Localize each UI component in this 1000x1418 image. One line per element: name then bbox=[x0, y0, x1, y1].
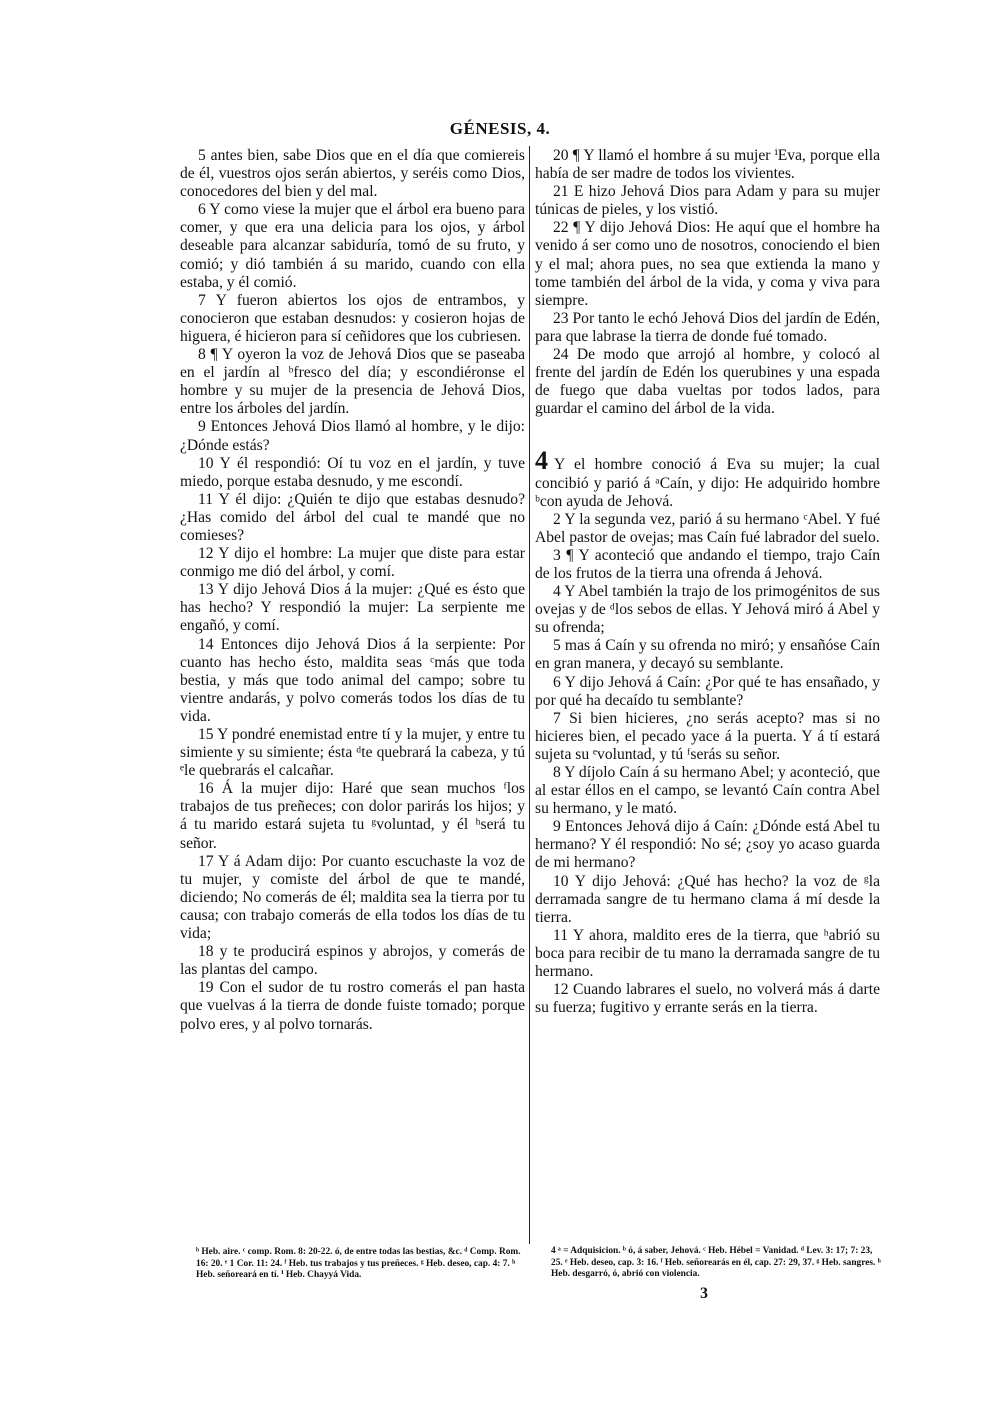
verse: 2 Y la segunda vez, parió á su hermano ᶜAbel. Y fué Abel pastor de ovejas; mas Caín fué labrador del suelo. bbox=[535, 510, 880, 546]
page-number: 3 bbox=[700, 1285, 708, 1302]
right-column bbox=[535, 147, 880, 1017]
verse: 12 Cuando labrares el suelo, no volverá más á darte su fuerza; fugitivo y errante serás en la tierra. bbox=[535, 981, 880, 1017]
verse: 3 ¶ Y aconteció que andando el tiempo, trajo Caín de los frutos de la tierra una ofrenda á Jehová. bbox=[535, 546, 880, 582]
verse: 15 Y pondré enemistad entre tí y la mujer, y entre tu simiente y su simiente; ésta ᵈte quebrará la cabeza, y tú ᵉle quebrarás el calcañar. bbox=[180, 726, 525, 780]
verse: 16 Á la mujer dijo: Haré que sean muchos ᶠlos trabajos de tus preñeces; con dolor parirás los hijos; y á tu marido estará sujeta tu ᵍvoluntad, y él ʰserá tu señor. bbox=[180, 780, 525, 852]
verse: 17 Y á Adam dijo: Por cuanto escuchaste la voz de tu mujer, y comiste del árbol de que te mandé, diciendo; No comerás de él; maldita sea la tierra por tu causa; con trabajo comerás de ella todos los días de tu vida; bbox=[180, 852, 525, 943]
verse: 8 ¶ Y oyeron la voz de Jehová Dios que se paseaba en el jardín al ᵇfresco del día; y escondiéronse el hombre y su mujer de la presencia de Jehová Dios, entre los árboles del jardín. bbox=[180, 346, 525, 418]
verse: 9 Entonces Jehová Dios llamó al hombre, y le dijo: ¿Dónde estás? bbox=[180, 418, 525, 454]
verse: 4 Y Abel también la trajo de los primogénitos de sus ovejas y de ᵈlos sebos de ellas. Y Jehová miró á Abel y su ofrenda; bbox=[535, 583, 880, 637]
verse: 19 Con el sudor de tu rostro comerás el pan hasta que vuelvas á la tierra de donde fuiste tomado; porque polvo eres, y al polvo tornarás. bbox=[180, 979, 525, 1033]
footnotes-right: 4 ᵃ = Adquisicion. ᵇ ó, á saber, Jehová. ᶜ Heb. Hébel = Vanidad. ᵈ Lev. 3: 17; 7: 23, 25. ᵉ Heb. deseo, cap. 3: 16. ᶠ Heb. señorearás en él, cap. 27: 29, 37. ᵍ Heb. sangres. ʰ Heb. desgarró, ó, abrió con violencia. bbox=[551, 1246, 881, 1279]
verse: 14 Entonces dijo Jehová Dios á la serpiente: Por cuanto has hecho ésto, maldita seas ᶜmás que toda bestia, y más que todo animal del campo; sobre tu vientre andarás, y polvo comerás todos los días de tu vida. bbox=[180, 635, 525, 725]
chapter-opening bbox=[535, 446, 880, 510]
verse: 9 Entonces Jehová dijo á Caín: ¿Dónde está Abel tu hermano? Y él respondió: No sé; ¿soy yo acaso guarda de mi hermano? bbox=[535, 818, 880, 872]
verse: 6 Y dijo Jehová á Caín: ¿Por qué te has ensañado, y por qué ha decaído tu semblante? bbox=[535, 673, 880, 709]
verse: 5 mas á Caín y su ofrenda no miró; y ensañóse Caín en gran manera, y decayó su semblante. bbox=[535, 637, 880, 673]
verse: 11 Y él dijo: ¿Quién te dijo que estabas desnudo? ¿Has comido del árbol del cual te mandé que no comieses? bbox=[180, 490, 525, 544]
verse: 21 E hizo Jehová Dios para Adam y para su mujer túnicas de pieles, y los vistió. bbox=[535, 183, 880, 219]
verse: 8 Y díjolo Caín á su hermano Abel; y aconteció, que al estar éllos en el campo, se levantó Caín contra Abel su hermano, y le mató. bbox=[535, 764, 880, 818]
verse: 18 y te producirá espinos y abrojos, y comerás de las plantas del campo. bbox=[180, 943, 525, 979]
column-divider bbox=[529, 146, 530, 1244]
verse: 24 De modo que arrojó al hombre, y colocó al frente del jardín de Edén los querubines y una espada de fuego que daba vueltas por todos lados, para guardar el camino del árbol de la vida. bbox=[535, 346, 880, 418]
left-column bbox=[180, 147, 525, 1034]
chapter-opening-text: Y el hombre conoció á Eva su mujer; la cual concibió y parió á ᵃCaín, y dijo: He adquirido hombre ᵇcon ayuda de Jehová. bbox=[535, 456, 880, 510]
verse: 20 ¶ Y llamó el hombre á su mujer ⁱEva, porque ella había de ser madre de todos los vivientes. bbox=[535, 147, 880, 183]
verse: 22 ¶ Y dijo Jehová Dios: He aquí que el hombre ha venido á ser como uno de nosotros, conociendo el bien y el mal; ahora pues, no sea que extienda la mano y tome también del árbol de la vida, y coma y viva para siempre. bbox=[535, 219, 880, 309]
verse: 23 Por tanto le echó Jehová Dios del jardín de Edén, para que labrase la tierra de donde fué tomado. bbox=[535, 309, 880, 345]
verse: 7 Y fueron abiertos los ojos de entrambos, y conocieron que estaban desnudos: y cosieron hojas de higuera, é hicieron para sí ceñidores que los cubriesen. bbox=[180, 291, 525, 345]
chapter-number: 4 bbox=[535, 446, 548, 476]
verse: 10 Y él respondió: Oí tu voz en el jardín, y tuve miedo, porque estaba desnudo, y me escondí. bbox=[180, 454, 525, 490]
footnotes-left: ᵇ Heb. aire. ᶜ comp. Rom. 8: 20-22. ó, de entre todas las bestias, &c. ᵈ Comp. Rom. 16: 20. ᵉ 1 Cor. 11: 24. ᶠ Heb. tus trabajos y tus preñeces. ᵍ Heb. deseo, cap. 4: 7. ʰ Heb. señoreará en tí. ⁱ Heb. Chayyá Vida. bbox=[196, 1247, 521, 1280]
verse: 10 Y dijo Jehová: ¿Qué has hecho? la voz de ᵍla derramada sangre de tu hermano clama á mí desde la tierra. bbox=[535, 872, 880, 926]
page-title: GÉNESIS, 4. bbox=[449, 119, 551, 138]
verse: 12 Y dijo el hombre: La mujer que diste para estar conmigo me dió del árbol, y comí. bbox=[180, 545, 525, 581]
verse: 6 Y como viese la mujer que el árbol era bueno para comer, y que era una delicia para los ojos, y árbol deseable para alcanzar sabiduría, tomó de su fruto, y comió; y dió también á su marido, cuando con ella estaba, y él comió. bbox=[180, 201, 525, 291]
verse: 11 Y ahora, maldito eres de la tierra, que ʰabrió su boca para recibir de tu mano la derramada sangre de tu hermano. bbox=[535, 926, 880, 981]
verse: 7 Si bien hicieres, ¿no serás acepto? mas si no hicieres bien, el pecado yace á la puerta. Y á tí estará sujeta su ᵉvoluntad, y tú ᶠserás su señor. bbox=[535, 709, 880, 763]
verse: 5 antes bien, sabe Dios que en el día que comiereis de él, vuestros ojos serán abiertos, y seréis como Dios, conocedores del bien y del mal. bbox=[180, 147, 525, 201]
verse: 13 Y dijo Jehová Dios á la mujer: ¿Qué es ésto que has hecho? Y respondió la mujer: La serpiente me engañó, y comí. bbox=[180, 581, 525, 635]
